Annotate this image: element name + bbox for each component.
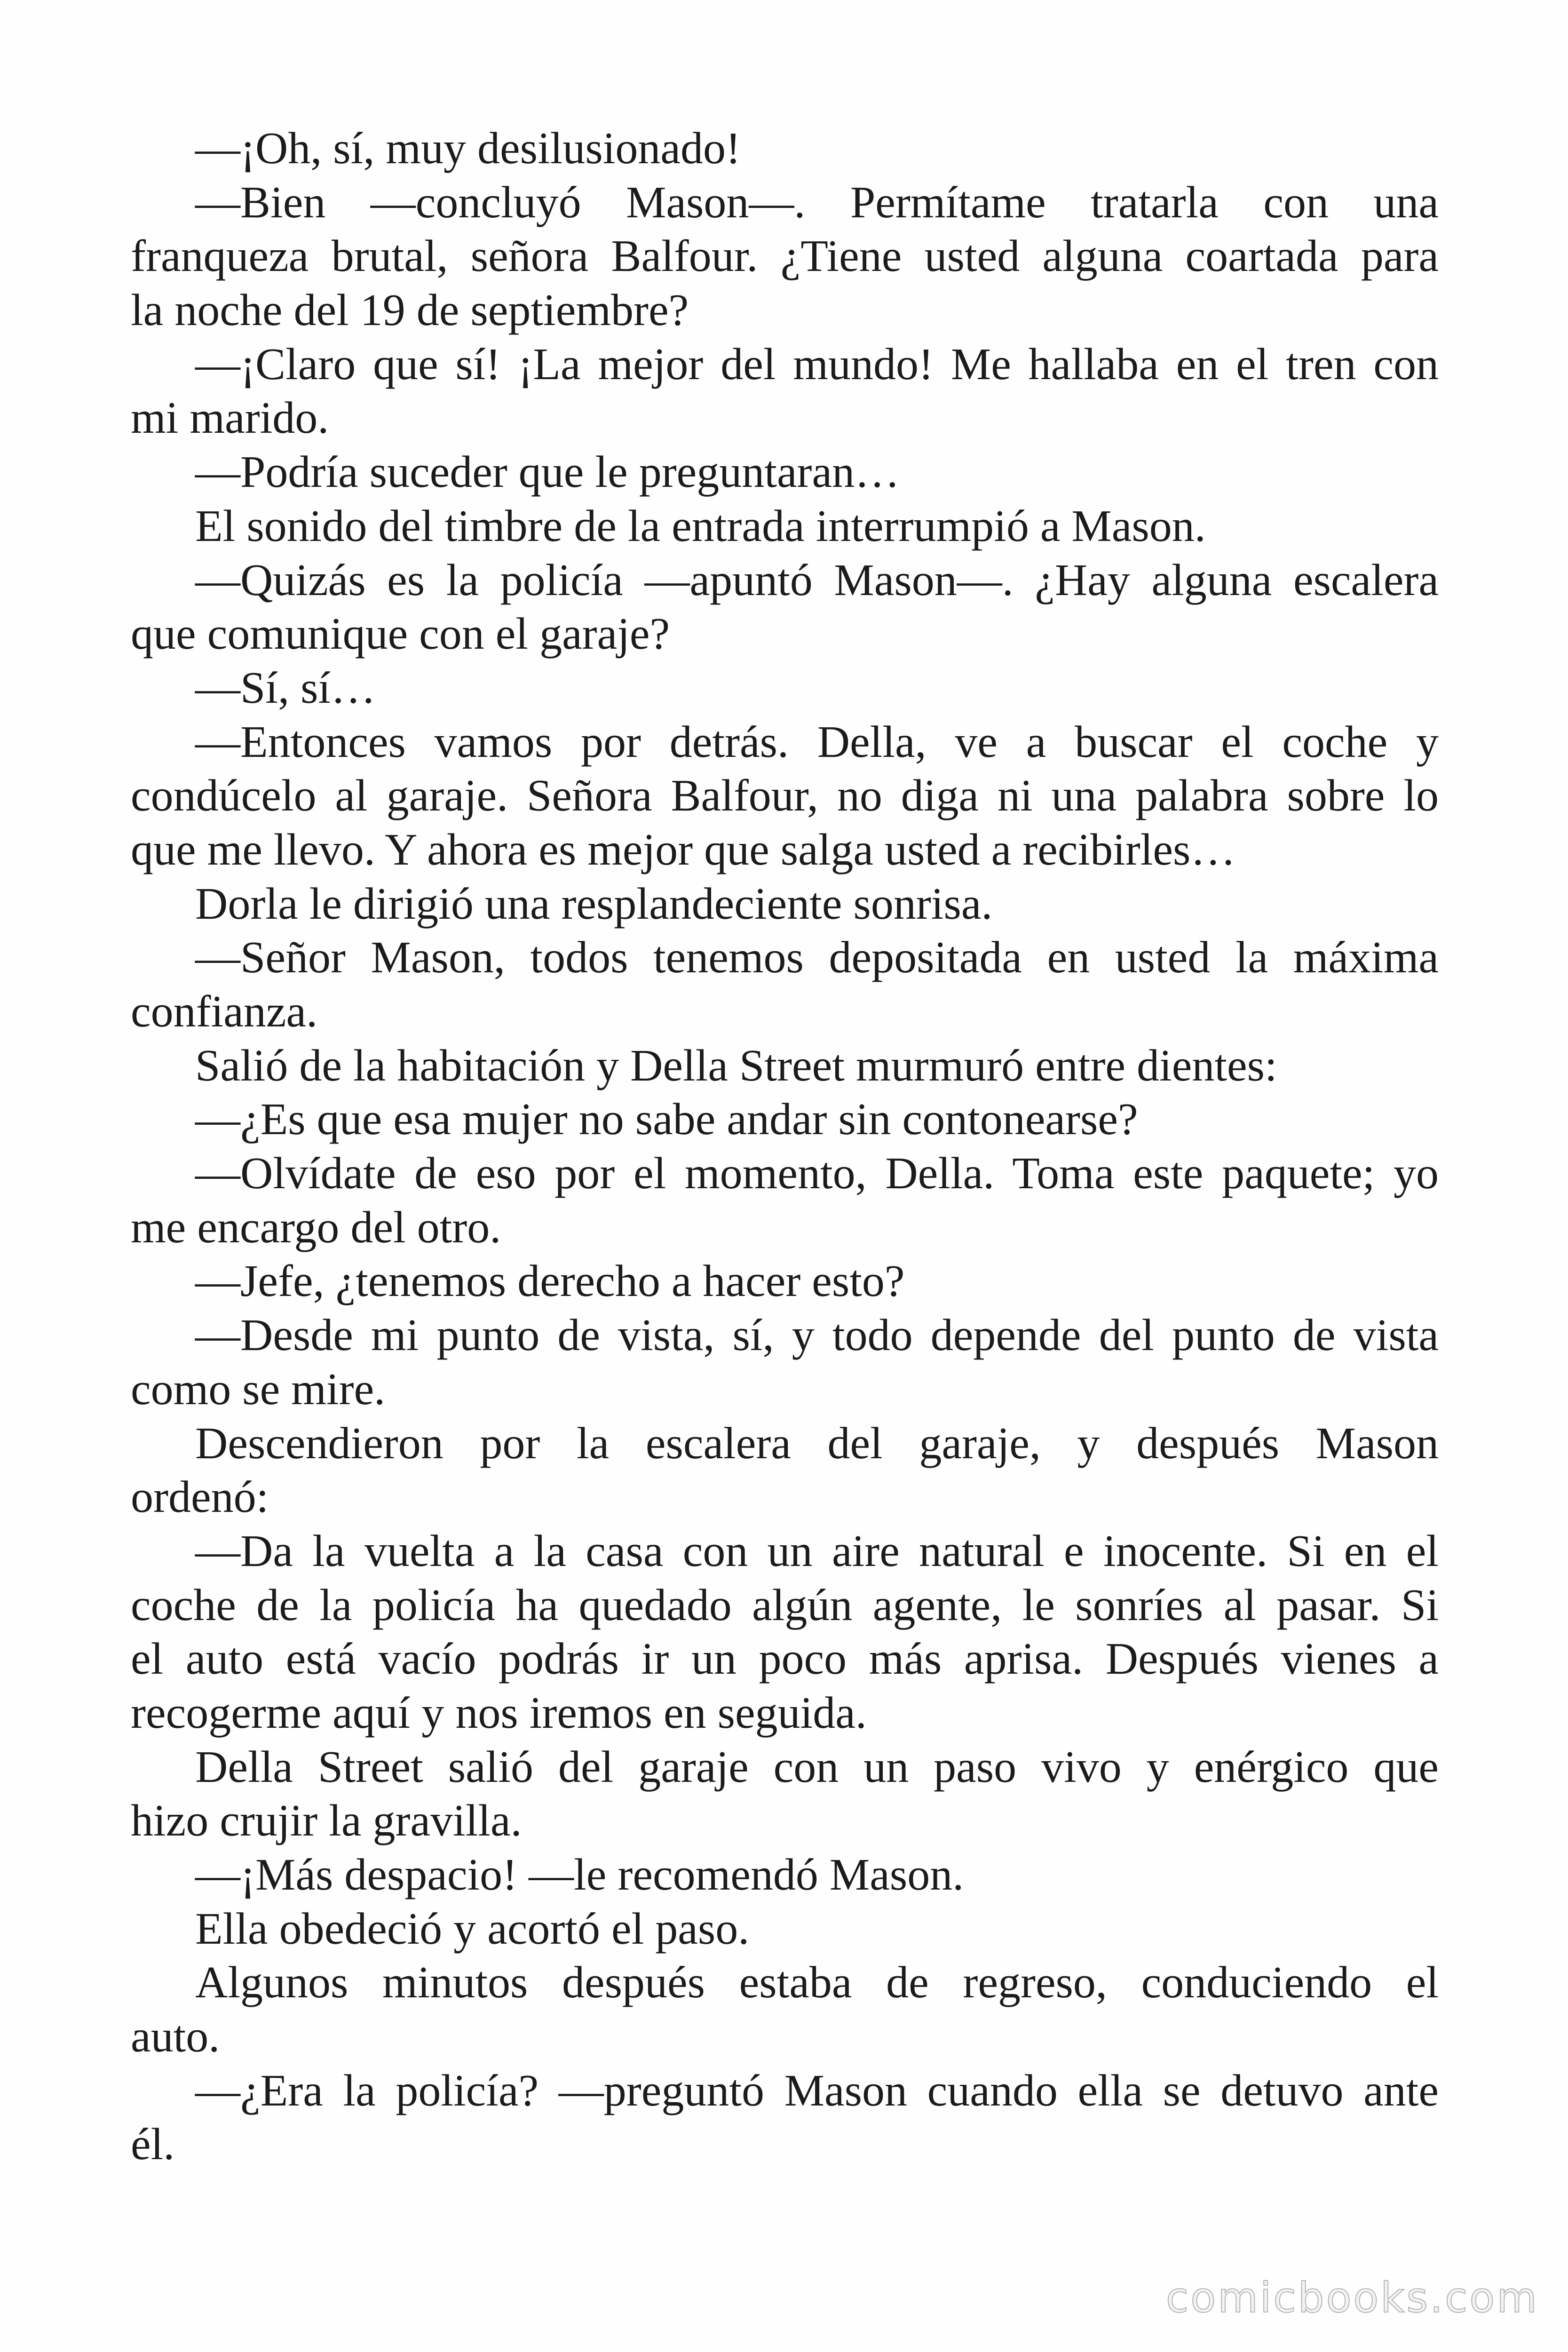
paragraph xyxy=(131,930,1439,1038)
paragraph xyxy=(131,1308,1439,1416)
body-text xyxy=(131,121,1439,2171)
text-line: —¿Es que esa mujer no sabe andar sin contonearse? xyxy=(195,1094,1138,1144)
text-line: Descendieron por la escalera del garaje, y después Mason xyxy=(195,1417,1439,1468)
text-line: ordenó: xyxy=(131,1471,269,1522)
text-line: —Jefe, ¿tenemos derecho a hacer esto? xyxy=(195,1255,905,1306)
text-line: —¡Claro que sí! ¡La mejor del mundo! Me hallaba en el tren con xyxy=(195,338,1439,389)
paragraph xyxy=(131,661,1439,715)
text-line: El sonido del timbre de la entrada interrumpió a Mason. xyxy=(195,500,1206,551)
text-line: que me llevo. Y ahora es mejor que salga usted a recibirles… xyxy=(131,824,1236,874)
paragraph xyxy=(131,1848,1439,1902)
paragraph xyxy=(131,1092,1439,1146)
text-line: —Señor Mason, todos tenemos depositada en usted la máxima xyxy=(195,932,1439,983)
text-line: él. xyxy=(131,2119,175,2169)
paragraph xyxy=(131,121,1439,175)
paragraph xyxy=(131,2064,1439,2171)
paragraph xyxy=(131,1039,1439,1093)
text-line: —Quizás es la policía —apuntó Mason—. ¿Hay alguna escalera xyxy=(195,554,1439,605)
text-line: me encargo del otro. xyxy=(131,1201,501,1252)
text-line: —Olvídate de eso por el momento, Della. Toma este paquete; yo xyxy=(195,1148,1439,1199)
text-line: —¡Más despacio! —le recomendó Mason. xyxy=(195,1849,964,1899)
text-line: —Da la vuelta a la casa con un aire natural e inocente. Si en el xyxy=(195,1525,1439,1576)
watermark: comicbooks.com xyxy=(1165,2273,1539,2322)
text-line: Algunos minutos después estaba de regreso, conduciendo el xyxy=(195,1957,1439,2008)
text-line: coche de la policía ha quedado algún agente, le sonríes al pasar. Si xyxy=(131,1579,1439,1630)
paragraph xyxy=(131,1416,1439,1524)
paragraph xyxy=(131,1955,1439,2063)
text-line: franqueza brutal, señora Balfour. ¿Tiene usted alguna coartada para xyxy=(131,230,1439,281)
paragraph xyxy=(131,553,1439,661)
text-line: —Sí, sí… xyxy=(195,662,376,713)
paragraph xyxy=(131,1902,1439,1956)
text-line: —Bien —concluyó Mason—. Permítame tratarla con una xyxy=(195,176,1439,227)
text-line: —Podría suceder que le preguntaran… xyxy=(195,446,900,497)
text-line: el auto está vacío podrás ir un poco más aprisa. Después vienes a xyxy=(131,1633,1439,1684)
text-line: la noche del 19 de septiembre? xyxy=(131,285,689,335)
text-line: recogerme aquí y nos iremos en seguida. xyxy=(131,1687,867,1738)
text-line: hizo crujir la gravilla. xyxy=(131,1795,522,1846)
text-line: —¿Era la policía? —preguntó Mason cuando ella se detuvo ante xyxy=(195,2065,1439,2115)
paragraph xyxy=(131,445,1439,499)
text-line: —¡Oh, sí, muy desilusionado! xyxy=(195,123,741,173)
paragraph xyxy=(131,175,1439,337)
paragraph xyxy=(131,1254,1439,1308)
paragraph xyxy=(131,1524,1439,1740)
text-line: —Entonces vamos por detrás. Della, ve a buscar el coche y xyxy=(195,716,1439,767)
text-line: Salió de la habitación y Della Street murmuró entre dientes: xyxy=(195,1040,1277,1090)
paragraph xyxy=(131,877,1439,931)
text-line: auto. xyxy=(131,2011,220,2062)
paragraph xyxy=(131,1146,1439,1254)
text-line: Ella obedeció y acortó el paso. xyxy=(195,1903,750,1954)
paragraph xyxy=(131,499,1439,553)
paragraph xyxy=(131,1740,1439,1848)
text-line: que comunique con el garaje? xyxy=(131,608,670,659)
paragraph xyxy=(131,337,1439,445)
text-line: confianza. xyxy=(131,986,318,1036)
text-line: Dorla le dirigió una resplandeciente sonrisa. xyxy=(195,878,993,929)
text-line: —Desde mi punto de vista, sí, y todo depende del punto de vista xyxy=(195,1310,1439,1360)
text-line: mi marido. xyxy=(131,392,329,443)
text-line: Della Street salió del garaje con un paso vivo y enérgico que xyxy=(195,1741,1439,1792)
text-line: como se mire. xyxy=(131,1363,386,1414)
paragraph xyxy=(131,715,1439,877)
text-line: condúcelo al garaje. Señora Balfour, no diga ni una palabra sobre lo xyxy=(131,770,1439,821)
